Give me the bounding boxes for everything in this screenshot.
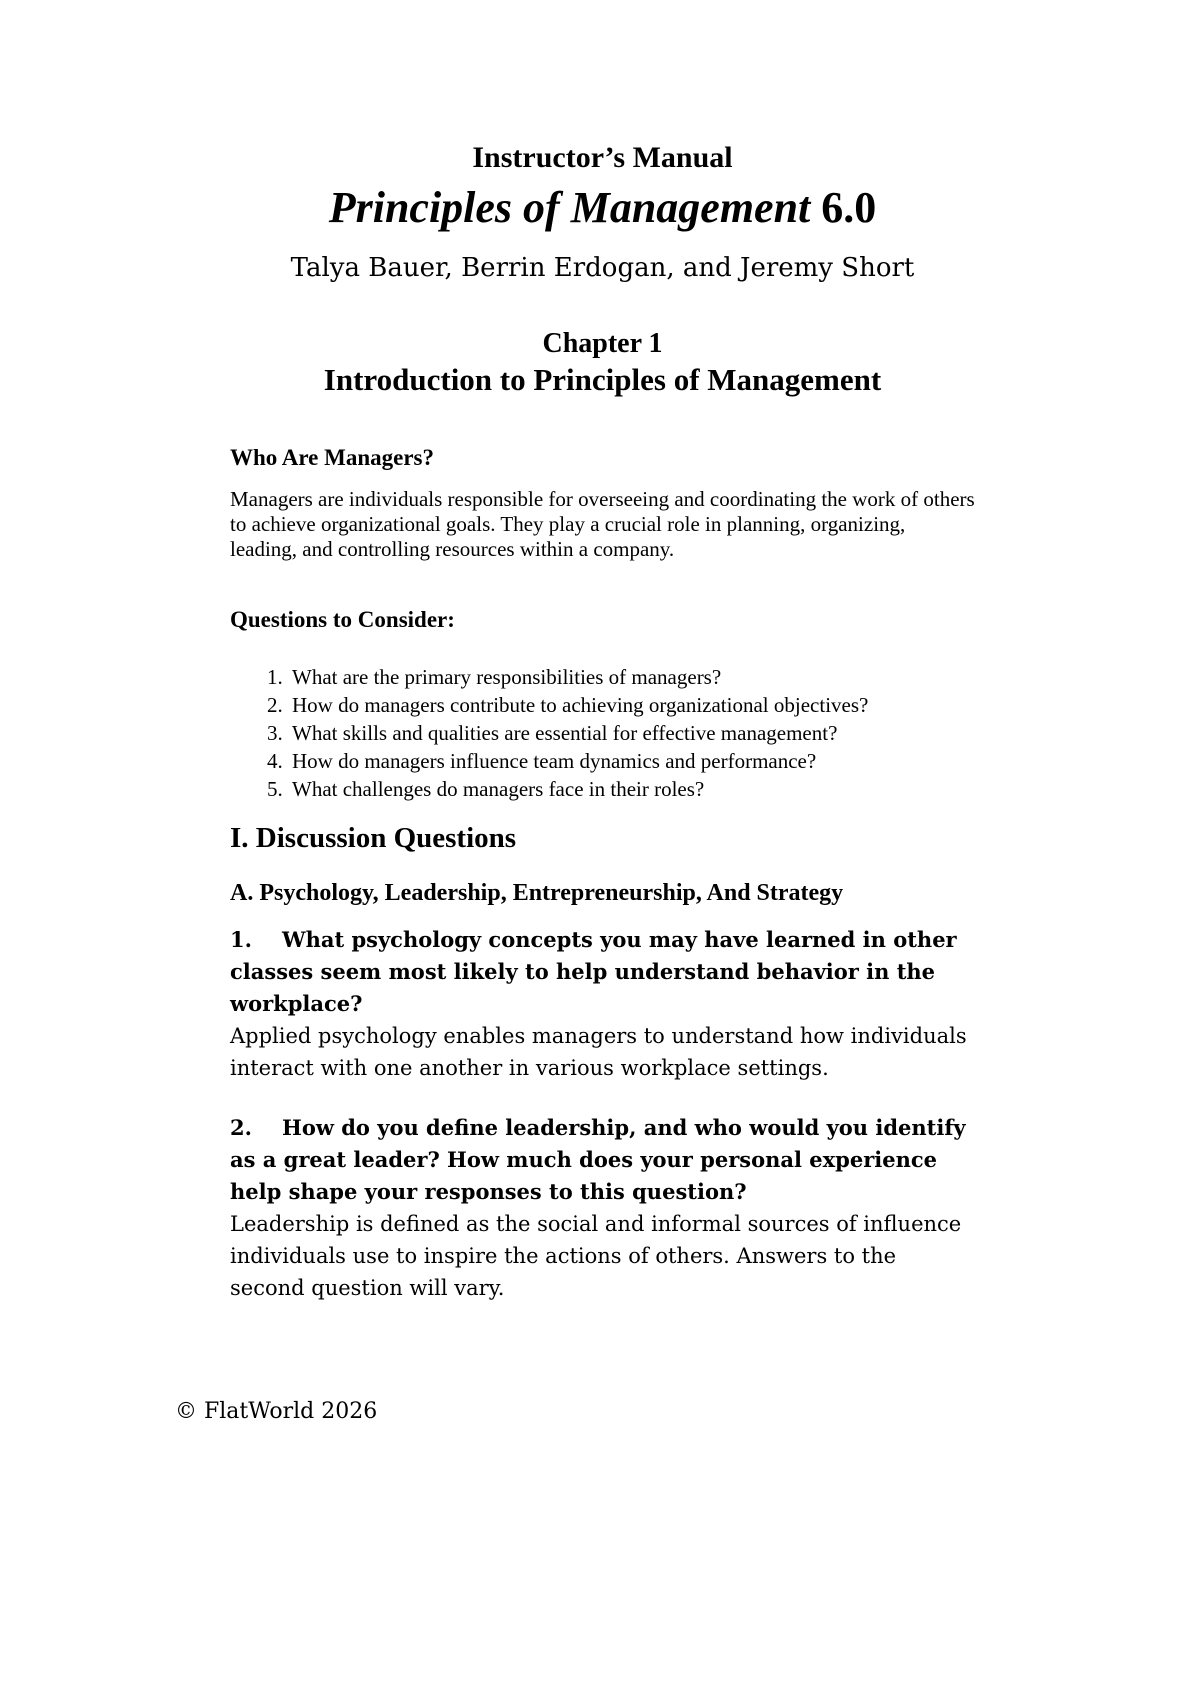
discussion-subheading: A. Psychology, Leadership, Entrepreneurship, And Strategy: [230, 880, 844, 906]
answer-text-2: Leadership is defined as the social and informal sources of influence individuals use to inspire the actions of others. Answers to the second question will vary.: [230, 1212, 962, 1300]
authors-line: Talya Bauer, Berrin Erdogan, and Jeremy Short: [290, 253, 915, 283]
question-text: What psychology concepts you may have learned in other classes seem most likely to help understand behavior in the workplace?: [230, 927, 957, 1016]
question-block-2: [230, 1112, 975, 1208]
document-header: [230, 140, 975, 399]
discussion-heading: I. Discussion Questions: [230, 822, 517, 854]
chapter-label: Chapter 1: [542, 328, 663, 359]
who-are-managers-body: Managers are individuals responsible for overseeing and coordinating the work of others to achieve organizational goals. They play a crucial role in planning, organizing, leading, and controlling resources within a company.: [230, 487, 975, 561]
section-questions-to-consider: [230, 606, 975, 803]
chapter-title: Introduction to Principles of Management: [323, 362, 882, 397]
page-content: [230, 0, 975, 1304]
question-number: 1.: [230, 927, 252, 952]
list-item: 3. What skills and qualities are essential for effective management?: [288, 719, 975, 747]
doc-type-title: Instructor’s Manual: [472, 141, 733, 174]
answer-text-1: Applied psychology enables managers to understand how individuals interact with one another in various workplace settings.: [230, 1024, 967, 1080]
questions-to-consider-heading: Questions to Consider:: [230, 607, 455, 632]
book-title-name: Principles of Management: [328, 183, 811, 232]
who-are-managers-heading: Who Are Managers?: [230, 445, 435, 470]
section-discussion-questions: [230, 821, 975, 1304]
question-text: How do you define leadership, and who would you identify as a great leader? How much does your personal experience help shape your responses to this question?: [230, 1115, 966, 1204]
list-item: 1. What are the primary responsibilities of managers?: [288, 663, 975, 691]
section-who-are-managers: [230, 444, 975, 562]
question-block-1: [230, 924, 975, 1020]
list-item: 5. What challenges do managers face in their roles?: [288, 775, 975, 803]
question-number: 2.: [230, 1115, 252, 1140]
list-item: 2. How do managers contribute to achieving organizational objectives?: [288, 691, 975, 719]
list-item: 4. How do managers influence team dynamics and performance?: [288, 747, 975, 775]
book-title: [230, 182, 975, 234]
book-title-edition: 6.0: [821, 183, 877, 232]
questions-list: [230, 663, 975, 803]
footer-copyright: © FlatWorld 2026: [175, 1399, 378, 1424]
